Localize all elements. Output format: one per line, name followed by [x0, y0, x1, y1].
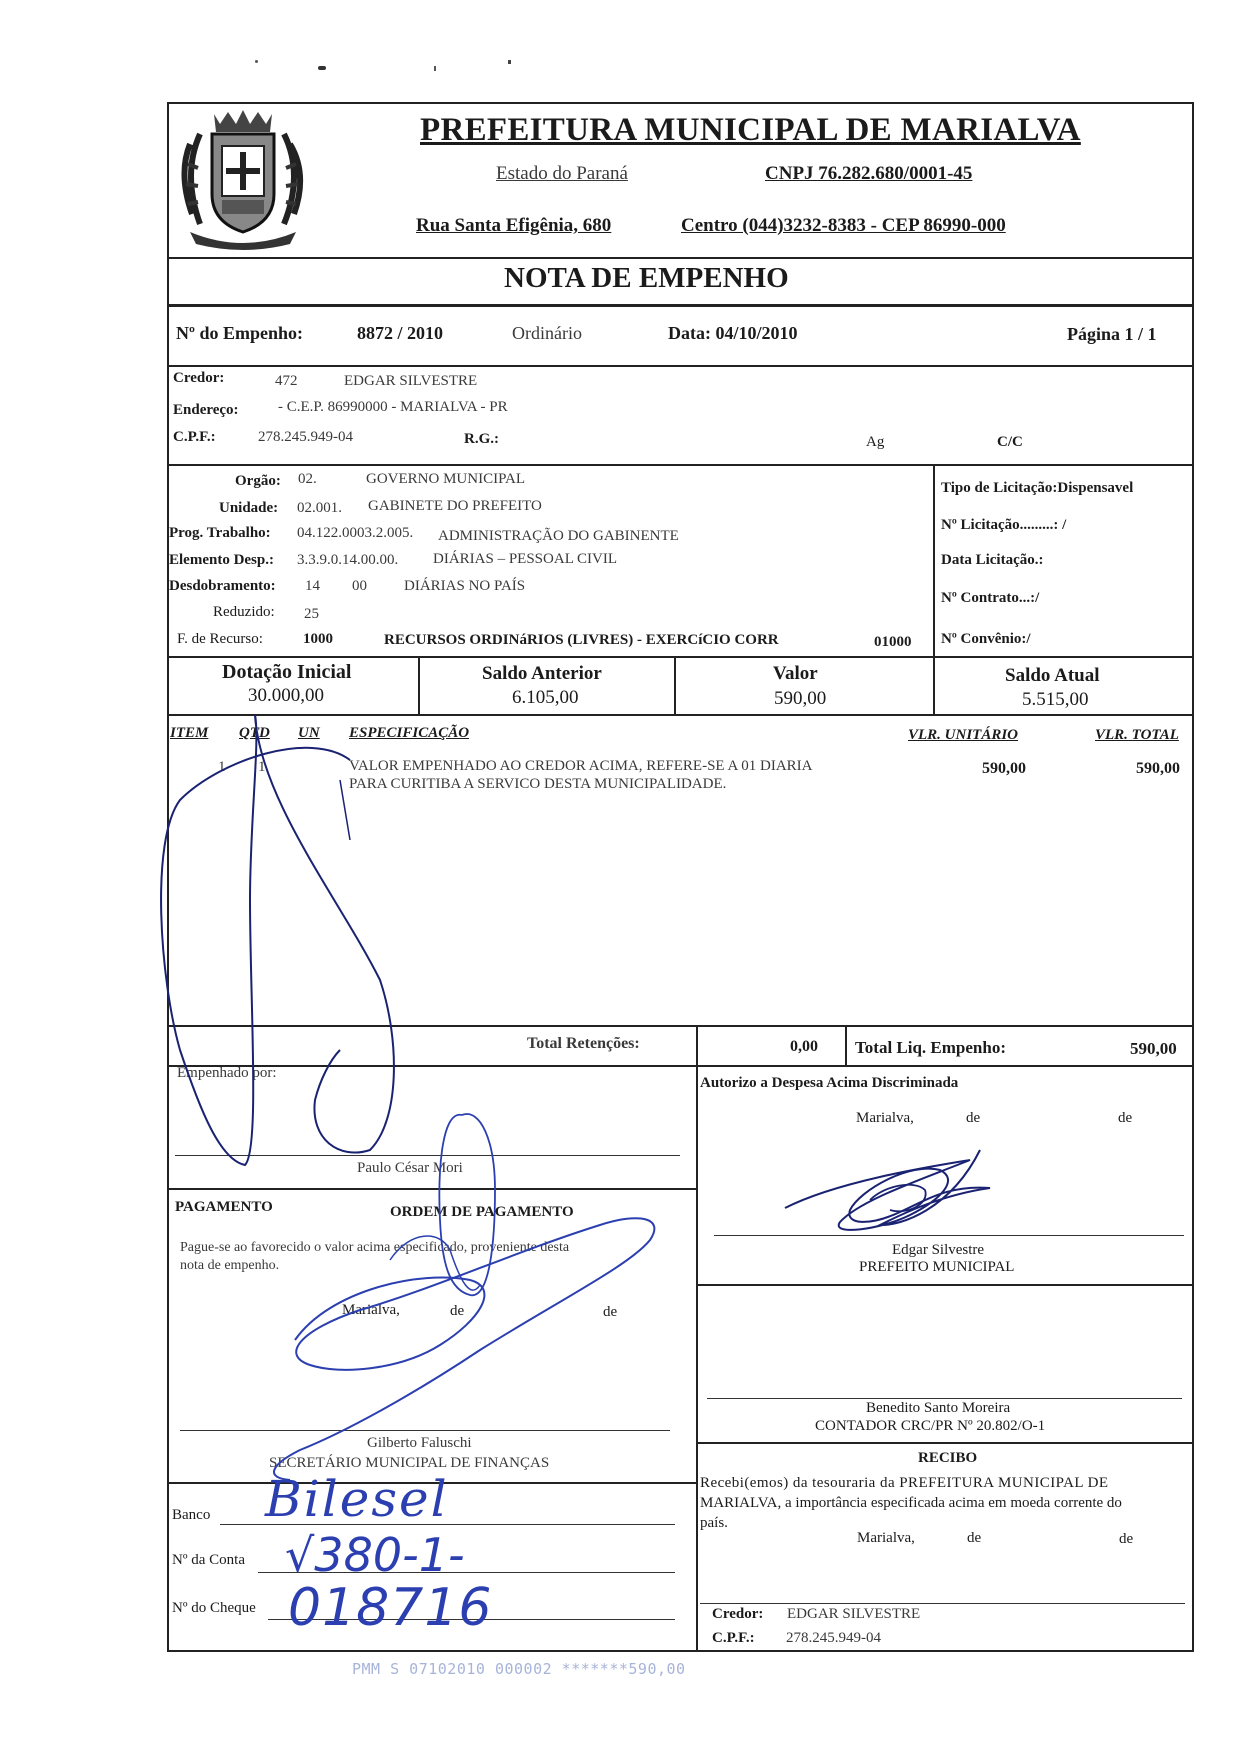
- divider: [696, 1284, 1194, 1286]
- scan-speck: [434, 66, 436, 71]
- banco-handwritten: Bilesel: [265, 1470, 449, 1528]
- divider: [933, 464, 935, 656]
- divider: [845, 1025, 847, 1065]
- banco-label: Banco: [172, 1507, 211, 1523]
- rg-label: R.G.:: [464, 431, 499, 447]
- cheque-label: Nº do Cheque: [172, 1600, 256, 1616]
- prog-label: Prog. Trabalho:: [169, 525, 271, 541]
- elem-code: 3.3.9.0.14.00.00.: [297, 552, 399, 568]
- divider: [167, 1025, 1194, 1027]
- autorizo-de1: de: [966, 1110, 981, 1126]
- item-vlr-total: 590,00: [1136, 760, 1180, 777]
- frec-name: RECURSOS ORDINáRIOS (LIVRES) - EXERCíCIO CORR: [384, 632, 779, 648]
- item-vlr-unit: 590,00: [982, 760, 1026, 777]
- retencoes-label: Total Retenções:: [527, 1035, 640, 1052]
- orgao-code: 02.: [298, 471, 317, 487]
- recibo-title: RECIBO: [918, 1450, 978, 1466]
- empenhado-label: Empenhado por:: [177, 1065, 277, 1081]
- credor-name: EDGAR SILVESTRE: [344, 373, 478, 389]
- pagamento-place: Marialva,: [342, 1302, 400, 1318]
- cheque-handwritten: 018716: [288, 1578, 493, 1638]
- pagamento-name: Gilberto Faluschi: [367, 1435, 472, 1451]
- cc-label: C/C: [997, 434, 1023, 450]
- divider: [696, 1065, 698, 1651]
- col-vlr-unit: VLR. UNITÁRIO: [908, 727, 1019, 743]
- endereco-value: - C.E.P. 86990000 - MARIALVA - PR: [278, 399, 508, 415]
- orgao-name: GOVERNO MUNICIPAL: [366, 471, 526, 487]
- col-qtd: QTD: [239, 725, 270, 741]
- endereco-label: Endereço:: [173, 402, 239, 418]
- recibo-de2: de: [1119, 1531, 1134, 1547]
- divider: [696, 1442, 1194, 1444]
- desd-code1: 14: [305, 578, 320, 594]
- desd-name: DIÁRIAS NO PAÍS: [404, 578, 526, 594]
- autorizo-name: Edgar Silvestre: [892, 1242, 985, 1258]
- item-desc-line1: VALOR EMPENHADO AO CREDOR ACIMA, REFERE-SE A 01 DIARIA: [349, 758, 813, 774]
- saldo-atual-label: Saldo Atual: [1005, 665, 1100, 686]
- scan-speck: [255, 60, 258, 63]
- autorizo-de2: de: [1118, 1110, 1133, 1126]
- pagamento-de2: de: [603, 1304, 618, 1320]
- ordem-label: ORDEM DE PAGAMENTO: [390, 1204, 574, 1220]
- liquido-label: Total Liq. Empenho:: [855, 1038, 1006, 1057]
- divider: [167, 1188, 696, 1190]
- frec-code: 1000: [303, 631, 333, 647]
- orgao-label: Orgão:: [235, 473, 281, 489]
- licitacao-convenio: Nº Convênio:/: [941, 631, 1031, 647]
- empenho-label: Nº do Empenho:: [176, 323, 303, 343]
- recibo-text-line2: MARIALVA, a importância especificada acima em moeda corrente do: [700, 1495, 1122, 1511]
- empenho-type: Ordinário: [512, 323, 582, 343]
- red-code: 25: [304, 606, 319, 622]
- item-number: 1: [218, 759, 226, 775]
- divider: [167, 714, 1194, 716]
- licitacao-contrato: Nº Contrato...:/: [941, 590, 1040, 606]
- dotacao-inicial-label: Dotação Inicial: [222, 661, 352, 683]
- signature-line: [175, 1155, 680, 1156]
- header-cnpj: CNPJ 76.282.680/0001-45: [765, 163, 973, 184]
- divider: [167, 257, 1194, 259]
- frec-code2: 01000: [874, 634, 912, 650]
- signature-line: [707, 1398, 1182, 1399]
- credor-label: Credor:: [173, 370, 225, 386]
- recibo-de1: de: [967, 1530, 982, 1546]
- licitacao-tipo: Tipo de Licitação:Dispensavel: [941, 480, 1134, 496]
- divider: [167, 464, 1194, 466]
- contador-role: CONTADOR CRC/PR Nº 20.802/O-1: [815, 1418, 1046, 1434]
- desd-label: Desdobramento:: [169, 578, 276, 594]
- frec-label: F. de Recurso:: [177, 631, 263, 647]
- saldo-anterior-label: Saldo Anterior: [482, 663, 602, 684]
- pagamento-de1: de: [450, 1303, 465, 1319]
- empenho-date: Data: 04/10/2010: [668, 323, 798, 343]
- dotacao-inicial-value: 30.000,00: [248, 685, 324, 706]
- divider: [696, 1025, 698, 1065]
- autorizo-label: Autorizo a Despesa Acima Discriminada: [700, 1075, 959, 1091]
- col-vlr-total: VLR. TOTAL: [1095, 727, 1179, 743]
- doc-title: NOTA DE EMPENHO: [504, 262, 789, 294]
- divider: [167, 656, 1194, 658]
- recibo-place: Marialva,: [857, 1530, 915, 1546]
- item-desc-line2: PARA CURITIBA A SERVICO DESTA MUNICIPALIDADE.: [349, 776, 727, 792]
- recibo-text-line3: país.: [700, 1515, 728, 1531]
- pagamento-label: PAGAMENTO: [175, 1199, 273, 1215]
- divider: [167, 1065, 1194, 1067]
- scan-speck: [318, 66, 326, 70]
- autorizo-role: PREFEITO MUNICIPAL: [859, 1259, 1015, 1275]
- recibo-credor-label: Credor:: [712, 1606, 764, 1622]
- conta-label: Nº da Conta: [172, 1552, 245, 1568]
- empenho-page: Página 1 / 1: [1067, 324, 1157, 344]
- recibo-cpf: 278.245.949-04: [786, 1630, 881, 1646]
- contador-name: Benedito Santo Moreira: [866, 1400, 1011, 1416]
- elem-name: DIÁRIAS – PESSOAL CIVIL: [433, 551, 618, 567]
- elem-label: Elemento Desp.:: [169, 552, 274, 568]
- retencoes-value: 0,00: [790, 1038, 818, 1055]
- col-un: UN: [298, 725, 320, 741]
- recibo-credor-name: EDGAR SILVESTRE: [787, 1606, 921, 1622]
- divider: [167, 365, 1194, 367]
- valor-label: Valor: [773, 663, 818, 684]
- header-state: Estado do Paraná: [496, 163, 628, 184]
- recibo-text-line1: Recebi(emos) da tesouraria da PREFEITURA MUNICIPAL DE: [700, 1475, 1109, 1491]
- desd-code2: 00: [352, 578, 367, 594]
- ag-label: Ag: [866, 434, 885, 450]
- red-label: Reduzido:: [213, 604, 275, 620]
- coat-of-arms-logo: [170, 104, 316, 254]
- liquido-value: 590,00: [1130, 1039, 1177, 1058]
- col-item: ITEM: [170, 725, 209, 741]
- signature-line: [700, 1603, 1185, 1604]
- unidade-code: 02.001.: [297, 500, 342, 516]
- recibo-cpf-label: C.P.F.:: [712, 1630, 755, 1646]
- autorizo-place: Marialva,: [856, 1110, 914, 1126]
- divider: [933, 656, 935, 714]
- item-qtd: 1: [258, 759, 266, 775]
- prog-code: 04.122.0003.2.005.: [297, 525, 414, 541]
- empenhado-name: Paulo César Mori: [357, 1160, 463, 1176]
- signature-line: [180, 1430, 670, 1431]
- signature-line: [714, 1235, 1184, 1236]
- unidade-name: GABINETE DO PREFEITO: [368, 498, 542, 514]
- header-title: PREFEITURA MUNICIPAL DE MARIALVA: [420, 112, 1081, 148]
- scan-speck: [508, 60, 511, 64]
- unidade-label: Unidade:: [219, 500, 279, 516]
- header-contact: Centro (044)3232-8383 - CEP 86990-000: [681, 215, 1006, 236]
- col-espec: ESPECIFICAÇÃO: [349, 725, 470, 741]
- divider: [167, 304, 1194, 307]
- empenho-number: 8872 / 2010: [357, 323, 444, 343]
- header-address: Rua Santa Efigênia, 680: [416, 215, 612, 236]
- licitacao-data: Data Licitação.:: [941, 552, 1044, 568]
- prog-name: ADMINISTRAÇÃO DO GABINENTE: [438, 528, 679, 544]
- saldo-atual-value: 5.515,00: [1022, 689, 1089, 710]
- cpf-label: C.P.F.:: [173, 429, 216, 445]
- valor-value: 590,00: [774, 688, 827, 709]
- cpf-value: 278.245.949-04: [258, 429, 353, 445]
- pagamento-text-line2: nota de empenho.: [180, 1258, 280, 1273]
- bank-stamp: PMM S 07102010 000002 *******590,00: [352, 1660, 686, 1678]
- credor-code: 472: [275, 373, 298, 389]
- divider: [674, 656, 676, 714]
- saldo-anterior-value: 6.105,00: [512, 687, 579, 708]
- conta-handwritten: √380-1-: [285, 1528, 465, 1582]
- pagamento-role: SECRETÁRIO MUNICIPAL DE FINANÇAS: [269, 1455, 550, 1471]
- pagamento-text-line1: Pague-se ao favorecido o valor acima especificado, proveniente desta: [180, 1240, 570, 1255]
- licitacao-numero: Nº Licitação.........: /: [941, 517, 1067, 533]
- divider: [418, 656, 420, 714]
